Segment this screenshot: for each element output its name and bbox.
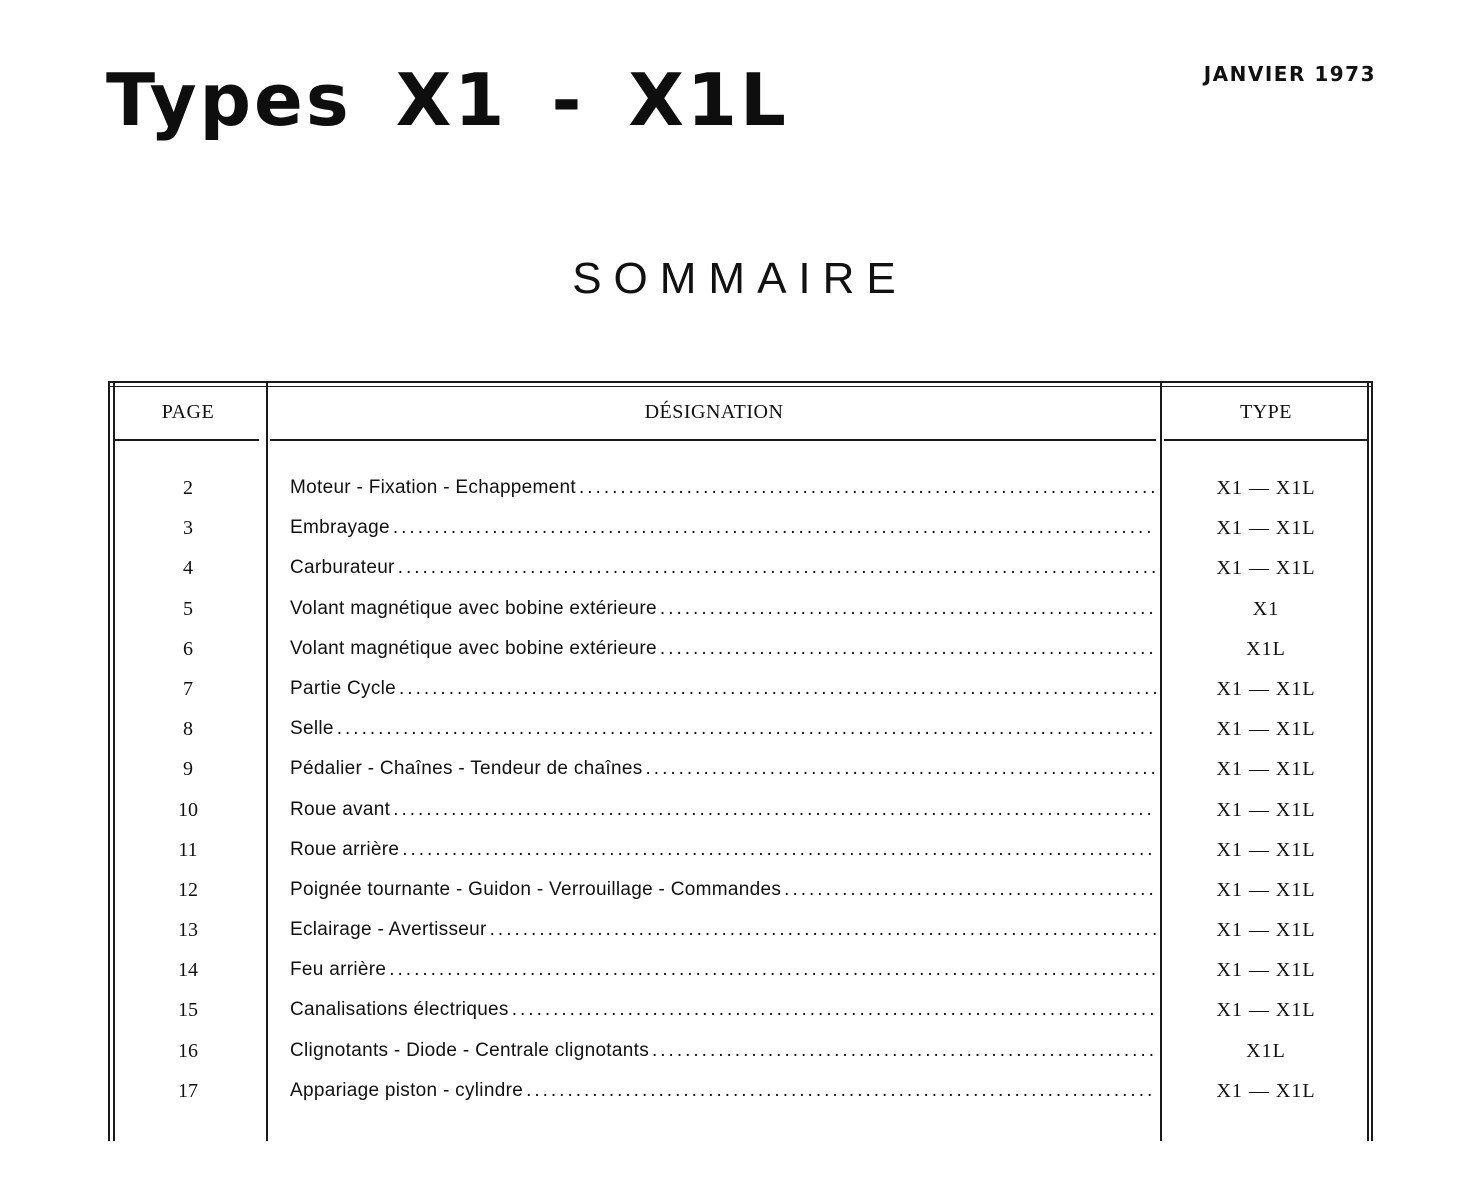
row-type: X1 — X1L bbox=[1216, 878, 1316, 901]
row-designation bbox=[290, 638, 1156, 660]
table-row bbox=[108, 710, 1373, 750]
section-title: SOMMAIRE bbox=[572, 254, 908, 303]
row-page-number: 15 bbox=[178, 999, 198, 1022]
row-designation-text: Clignotants - Diode - Centrale clignotants bbox=[290, 1039, 649, 1061]
row-type: X1L bbox=[1246, 1039, 1286, 1062]
row-page-number: 6 bbox=[183, 637, 193, 660]
row-type: X1 — X1L bbox=[1216, 477, 1316, 499]
column-header-page: PAGE bbox=[161, 401, 215, 423]
dot-leader bbox=[652, 1040, 1156, 1062]
row-page-number: 14 bbox=[178, 959, 198, 982]
row-designation bbox=[290, 999, 1156, 1021]
row-page-number: 12 bbox=[178, 878, 198, 901]
row-designation bbox=[290, 598, 1156, 620]
dot-leader bbox=[398, 557, 1156, 579]
table-row bbox=[108, 509, 1373, 549]
row-type: X1 bbox=[1252, 597, 1280, 620]
table-row bbox=[108, 469, 1373, 509]
row-page-number: 7 bbox=[183, 677, 193, 700]
row-type: X1 — X1L bbox=[1216, 999, 1316, 1022]
dot-leader bbox=[784, 879, 1156, 901]
dot-leader bbox=[393, 517, 1156, 539]
row-type: X1 — X1L bbox=[1216, 1079, 1316, 1102]
row-designation-text: Appariage piston - cylindre bbox=[290, 1079, 524, 1101]
dot-leader bbox=[490, 919, 1156, 941]
header-rule-page bbox=[113, 439, 259, 441]
table-row bbox=[108, 1072, 1373, 1112]
row-page-number: 17 bbox=[178, 1079, 198, 1102]
table-row bbox=[108, 991, 1373, 1031]
document-title: Types X1 - X1L bbox=[106, 58, 789, 142]
row-page-number: 11 bbox=[178, 838, 198, 861]
row-designation bbox=[290, 517, 1156, 539]
table-row bbox=[108, 750, 1373, 790]
row-type: X1 — X1L bbox=[1216, 959, 1316, 982]
row-designation-text: Pédalier - Chaînes - Tendeur de chaînes bbox=[290, 758, 643, 780]
row-designation bbox=[290, 919, 1156, 941]
row-designation-text: Moteur - Fixation - Echappement bbox=[290, 477, 576, 498]
dot-leader bbox=[660, 638, 1156, 660]
dot-leader bbox=[402, 839, 1156, 861]
row-designation bbox=[290, 1040, 1156, 1062]
row-type: X1 — X1L bbox=[1216, 517, 1316, 540]
row-designation-text: Selle bbox=[290, 718, 334, 740]
document-date: JANVIER 1973 bbox=[1203, 62, 1376, 86]
row-page-number: 9 bbox=[183, 758, 193, 781]
dot-leader bbox=[389, 959, 1156, 981]
row-designation bbox=[290, 799, 1156, 821]
row-designation bbox=[290, 879, 1156, 901]
table-rows bbox=[108, 469, 1373, 1112]
row-designation-text: Roue avant bbox=[290, 798, 391, 820]
header-rule-designation bbox=[270, 439, 1156, 441]
row-type: X1 — X1L bbox=[1216, 838, 1316, 861]
table-row bbox=[108, 590, 1373, 630]
row-page-number: 5 bbox=[183, 597, 193, 620]
table-row bbox=[108, 1032, 1373, 1072]
row-designation bbox=[290, 477, 1156, 499]
dot-leader bbox=[579, 477, 1156, 499]
row-page-number: 16 bbox=[178, 1039, 198, 1062]
row-designation-text: Canalisations électriques bbox=[290, 999, 509, 1021]
row-designation bbox=[290, 839, 1156, 861]
table-row bbox=[108, 630, 1373, 670]
row-page-number: 8 bbox=[183, 718, 193, 741]
row-page-number: 4 bbox=[183, 557, 193, 580]
row-designation-text: Volant magnétique avec bobine extérieure bbox=[290, 637, 657, 659]
row-type: X1 — X1L bbox=[1216, 557, 1316, 580]
row-type: X1 — X1L bbox=[1216, 677, 1316, 700]
table-row bbox=[108, 791, 1373, 831]
row-designation-text: Eclairage - Avertisseur bbox=[290, 919, 487, 941]
row-designation-text: Feu arrière bbox=[290, 959, 387, 981]
row-page-number: 10 bbox=[178, 798, 198, 821]
dot-leader bbox=[512, 999, 1156, 1021]
column-header-type: TYPE bbox=[1240, 401, 1292, 423]
row-designation bbox=[290, 758, 1156, 780]
row-designation-text: Partie Cycle bbox=[290, 677, 397, 699]
table-row bbox=[108, 951, 1373, 991]
row-designation-text: Volant magnétique avec bobine extérieure bbox=[290, 597, 657, 619]
row-designation bbox=[290, 959, 1156, 981]
row-designation bbox=[290, 557, 1156, 579]
table-row bbox=[108, 670, 1373, 710]
row-designation bbox=[290, 1080, 1156, 1102]
dot-leader bbox=[660, 598, 1156, 620]
row-type: X1L bbox=[1246, 637, 1286, 660]
table-row bbox=[108, 911, 1373, 951]
row-type: X1 — X1L bbox=[1216, 919, 1316, 942]
table-top-border bbox=[108, 381, 1373, 387]
dot-leader bbox=[399, 678, 1156, 700]
row-designation-text: Embrayage bbox=[290, 517, 390, 539]
dot-leader bbox=[393, 799, 1156, 821]
header-rule-type bbox=[1164, 439, 1367, 441]
row-designation-text: Carburateur bbox=[290, 557, 395, 579]
dot-leader bbox=[526, 1080, 1156, 1102]
row-page-number: 2 bbox=[183, 477, 193, 499]
table-row bbox=[108, 831, 1373, 871]
row-page-number: 13 bbox=[178, 919, 198, 942]
row-page-number: 3 bbox=[183, 517, 193, 540]
row-type: X1 — X1L bbox=[1216, 798, 1316, 821]
row-designation-text: Roue arrière bbox=[290, 838, 400, 860]
row-designation-text: Poignée tournante - Guidon - Verrouillage - Commandes bbox=[290, 878, 782, 900]
table-row bbox=[108, 871, 1373, 911]
table-row bbox=[108, 549, 1373, 589]
dot-leader bbox=[646, 758, 1156, 780]
row-designation bbox=[290, 718, 1156, 740]
column-header-designation: DÉSIGNATION bbox=[644, 401, 784, 423]
contents-table bbox=[108, 381, 1373, 1141]
row-designation bbox=[290, 678, 1156, 700]
dot-leader bbox=[337, 718, 1156, 740]
row-type: X1 — X1L bbox=[1216, 758, 1316, 781]
row-type: X1 — X1L bbox=[1216, 718, 1316, 741]
